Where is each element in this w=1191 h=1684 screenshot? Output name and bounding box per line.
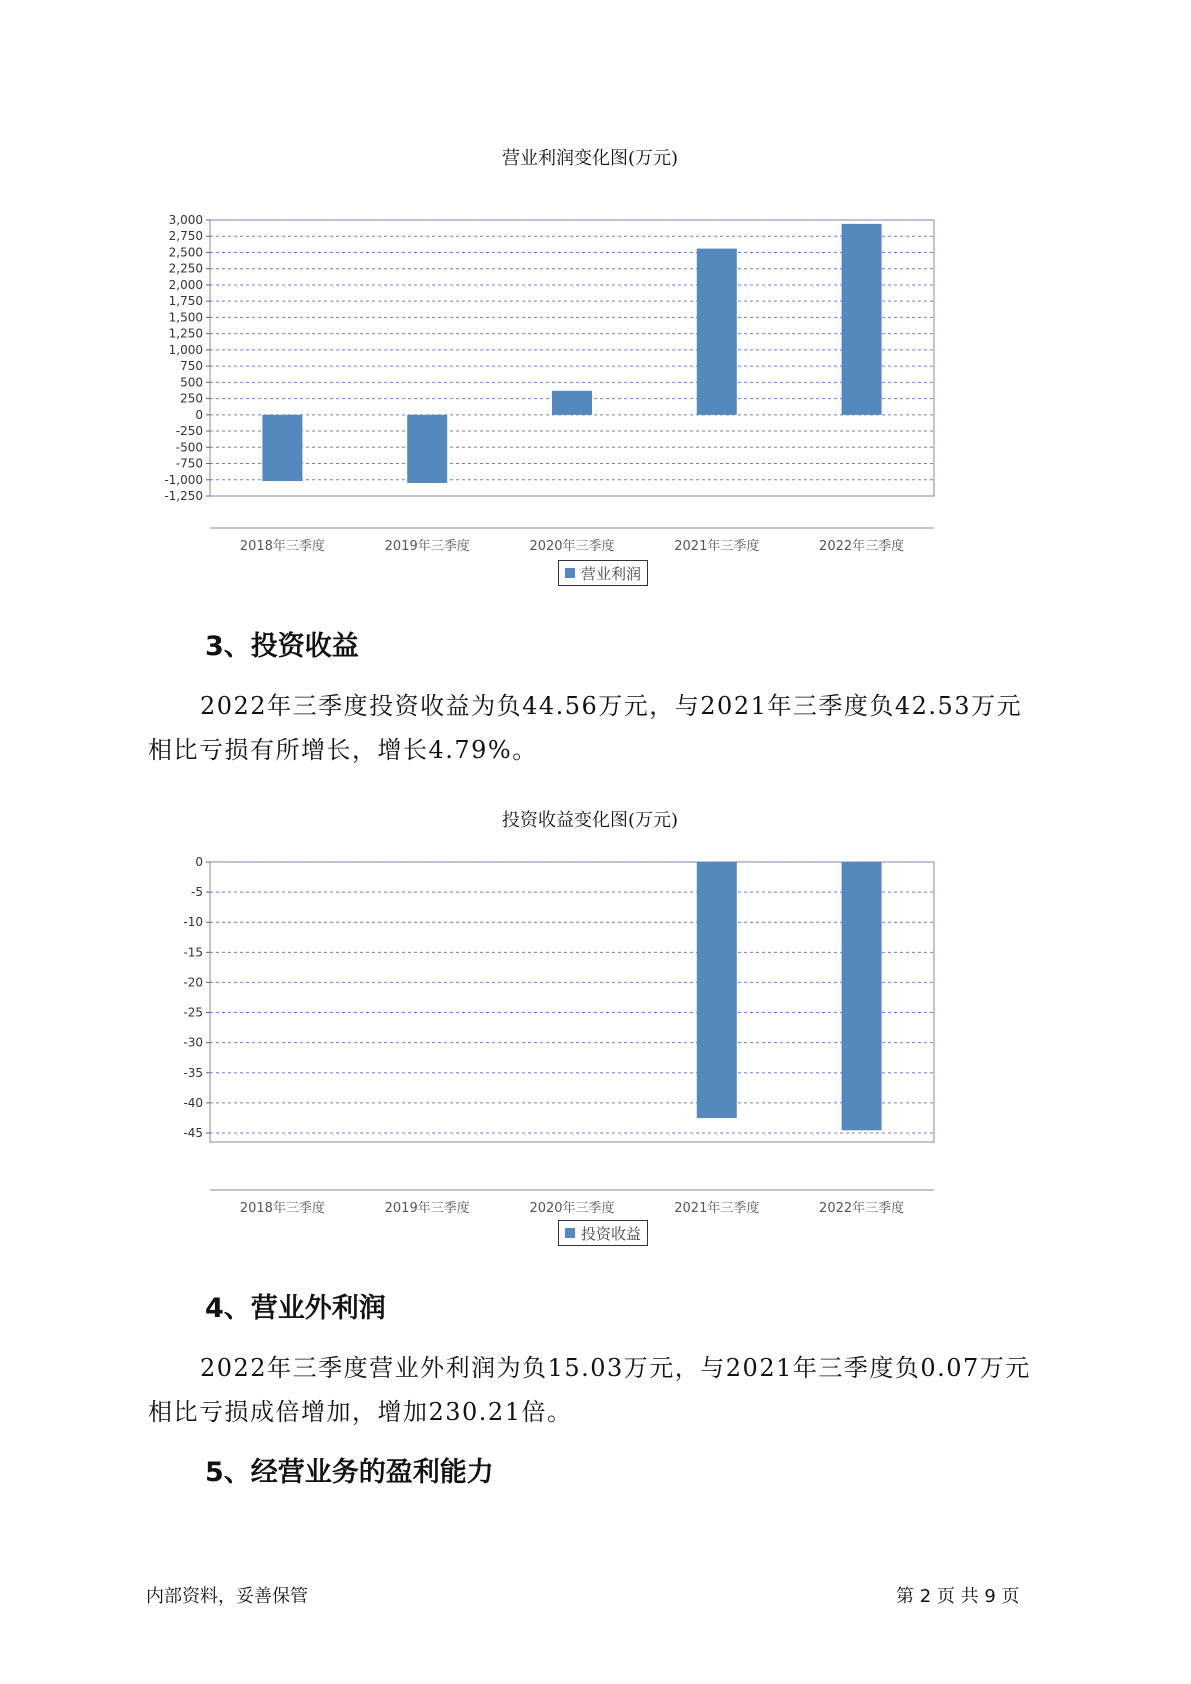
bar [552,391,592,415]
chart-legend [558,560,648,586]
bar [697,249,737,415]
bar [262,415,302,481]
bar [842,862,882,1130]
y-tick-label: -25 [183,1005,203,1020]
x-tick-label: 2019年三季度 [384,1201,470,1216]
y-tick-label: -15 [183,945,203,960]
x-tick-label: 2022年三季度 [819,1201,905,1216]
legend-label: 营业利润 [581,564,642,583]
y-tick-label: 2,750 [168,229,203,244]
chart-legend [558,1220,648,1246]
y-tick-label: 1,250 [168,326,203,341]
section-heading-investment-income: 3、投资收益 [205,631,359,662]
y-tick-label: 250 [180,391,203,406]
x-tick-label: 2020年三季度 [529,539,615,554]
y-tick-label: 500 [180,375,203,390]
x-tick-label: 2020年三季度 [529,1201,615,1216]
y-tick-label: -40 [183,1095,203,1110]
y-tick-label: 0 [195,407,203,422]
y-tick-label: -45 [183,1125,203,1140]
x-tick-label: 2022年三季度 [819,539,905,554]
plot-area [210,862,934,1142]
x-tick-label: 2019年三季度 [384,539,470,554]
legend-label: 投资收益 [581,1224,642,1243]
y-tick-label: 1,000 [168,342,203,357]
y-tick-label: -20 [183,975,203,990]
y-tick-label: -250 [175,424,203,439]
y-tick-label: 2,000 [168,277,203,292]
y-tick-label: -35 [183,1065,203,1080]
footer-confidential: 内部资料，妥善保管 [146,1586,308,1607]
y-tick-label: 0 [195,855,203,869]
plot-area [210,220,934,496]
paragraph-line: 相比亏损成倍增加，增加230.21倍。 [148,1398,573,1426]
footer-page-number: 第 2 页 共 9 页 [896,1586,1020,1607]
y-tick-label: -500 [175,440,203,455]
chart-plot [160,842,1020,1262]
section-heading-business-profitability: 5、经营业务的盈利能力 [205,1457,494,1488]
chart-title: 营业利润变化图(万元) [501,148,679,169]
y-tick-label: 3,000 [168,213,203,227]
y-tick-label: 1,500 [168,310,203,325]
bar [842,224,882,415]
y-tick-label: 750 [180,359,203,374]
investment-income-paragraph [148,684,1068,772]
bar [407,415,447,483]
x-tick-label: 2018年三季度 [239,539,325,554]
legend-swatch [565,568,575,578]
investment-income-chart [160,802,1020,1252]
y-tick-label: -750 [175,456,203,471]
legend-swatch [565,1228,575,1238]
paragraph-line: 2022年三季度营业外利润为负15.03万元，与2021年三季度负0.07万元 [200,1354,1031,1382]
paragraph-line: 相比亏损有所增长，增长4.79%。 [148,736,538,764]
y-tick-label: 2,500 [168,245,203,260]
y-tick-label: -30 [183,1035,203,1050]
chart-title: 投资收益变化图(万元) [501,810,679,831]
non-operating-profit-paragraph [148,1346,1068,1434]
y-tick-label: -5 [191,885,203,900]
x-tick-label: 2021年三季度 [674,1201,760,1216]
x-tick-label: 2021年三季度 [674,539,760,554]
y-tick-label: -10 [183,915,203,930]
x-tick-label: 2018年三季度 [239,1201,325,1216]
operating-profit-chart [160,140,1020,590]
y-tick-label: 2,250 [168,261,203,276]
y-tick-label: -1,250 [164,489,203,503]
chart-plot [160,180,1020,600]
section-heading-non-operating-profit: 4、营业外利润 [205,1293,386,1324]
paragraph-line: 2022年三季度投资收益为负44.56万元，与2021年三季度负42.53万元 [200,692,1023,720]
y-tick-label: -1,000 [164,472,203,487]
bar [697,862,737,1118]
y-tick-label: 1,750 [168,294,203,309]
